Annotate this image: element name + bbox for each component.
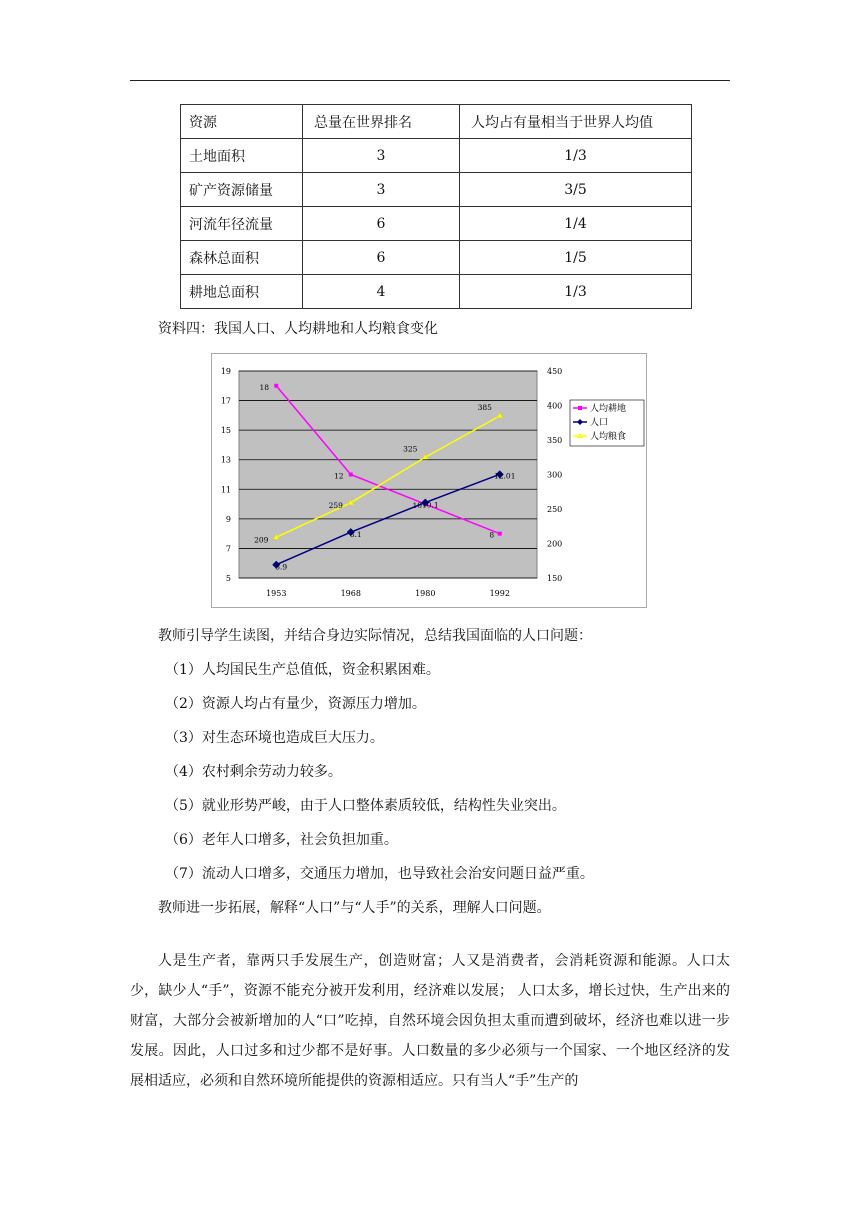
data-label: 12.01 bbox=[494, 471, 516, 481]
table-cell: 3/5 bbox=[460, 173, 692, 207]
y-right-tick-label: 150 bbox=[547, 574, 563, 583]
body-paragraph bbox=[130, 946, 730, 1096]
y-right-tick-label: 450 bbox=[547, 367, 563, 376]
data-label: 8 bbox=[489, 530, 495, 540]
table-cell: 1/4 bbox=[460, 207, 692, 241]
table-cell: 河流年径流量 bbox=[181, 207, 303, 241]
header-cell: 总量在世界排名 bbox=[303, 105, 460, 139]
problem-item: （5）就业形势严峻，由于人口整体素质较低，结构性失业突出。 bbox=[165, 798, 566, 814]
y-left-tick-label: 7 bbox=[225, 544, 231, 554]
table-cell: 矿产资源储量 bbox=[181, 173, 303, 207]
line-chart bbox=[211, 353, 647, 608]
chart-caption: 资料四：我国人口、人均耕地和人均粮食变化 bbox=[158, 321, 438, 337]
legend-label: 人口 bbox=[590, 418, 609, 428]
x-tick-label: 1968 bbox=[340, 589, 361, 598]
intro-text: 教师引导学生读图，并结合身边实际情况，总结我国面临的人口问题： bbox=[158, 628, 592, 644]
legend-label: 人均耕地 bbox=[590, 404, 627, 414]
problem-item: （1）人均国民生产总值低，资金积累困难。 bbox=[165, 662, 440, 678]
y-left-tick-label: 9 bbox=[225, 514, 231, 524]
table-row bbox=[181, 275, 692, 309]
table-cell: 6 bbox=[303, 241, 460, 275]
table-cell: 4 bbox=[303, 275, 460, 309]
table-cell: 6 bbox=[303, 207, 460, 241]
y-left-tick-label: 13 bbox=[220, 455, 231, 465]
y-right-tick-label: 250 bbox=[547, 505, 563, 514]
resource-table bbox=[180, 104, 692, 309]
data-label: 8.1 bbox=[349, 530, 362, 540]
table-cell: 土地面积 bbox=[181, 139, 303, 173]
y-right-tick-label: 300 bbox=[547, 470, 563, 480]
data-label: 325 bbox=[403, 444, 418, 454]
table-cell: 1/3 bbox=[460, 139, 692, 173]
x-tick-label: 1953 bbox=[266, 589, 287, 598]
data-label: 10.1 bbox=[421, 500, 439, 510]
table-cell: 3 bbox=[303, 139, 460, 173]
data-label: 259 bbox=[328, 500, 343, 510]
data-point bbox=[349, 473, 353, 477]
table-header-row bbox=[181, 105, 692, 139]
y-left-tick-label: 19 bbox=[220, 367, 231, 376]
problem-item: （6）老年人口增多，社会负担加重。 bbox=[165, 832, 398, 848]
problem-item: （3）对生态环境也造成巨大压力。 bbox=[165, 730, 384, 746]
table-row bbox=[181, 241, 692, 275]
header-cell: 人均占有量相当于世界人均值 bbox=[460, 105, 692, 139]
data-label: 12 bbox=[333, 471, 344, 481]
data-point bbox=[274, 384, 278, 388]
table-row bbox=[181, 173, 692, 207]
y-left-tick-label: 11 bbox=[220, 485, 231, 495]
table-row bbox=[181, 139, 692, 173]
legend-marker bbox=[578, 406, 582, 410]
data-label: 209 bbox=[254, 535, 269, 545]
y-right-tick-label: 350 bbox=[547, 436, 563, 445]
table-cell: 1/5 bbox=[460, 241, 692, 275]
data-label: 18 bbox=[259, 382, 270, 392]
table-cell: 3 bbox=[303, 173, 460, 207]
x-tick-label: 1992 bbox=[489, 589, 510, 598]
y-left-tick-label: 5 bbox=[225, 574, 231, 583]
problem-item: （7）流动人口增多，交通压力增加，也导致社会治安问题日益严重。 bbox=[165, 866, 594, 882]
problem-item: （2）资源人均占有量少，资源压力增加。 bbox=[165, 696, 426, 712]
header-cell: 资源 bbox=[181, 105, 303, 139]
data-label: 10 bbox=[412, 501, 423, 511]
plot-area bbox=[239, 371, 537, 578]
chart-svg bbox=[212, 354, 646, 607]
paragraph-text: 人是生产者，靠两只手发展生产，创造财富；人又是消费者，会消耗资源和能源。人口太少，缺少人“手”，资源不能充分被开发利用，经济难以发展； 人口太多，增长过快，生产出来的财富，大部分会被新增加的人“口”吃掉，自然环境会因负担太重而遭到破坏，经济也难以进一步发展。因此，人口过多和过少都不是好事。人口数量的多少必须与一个国家、一个地区经济的发展相适应，必须和自然环境所能提供的资源相适应。只有当人“手”生产的 bbox=[130, 953, 730, 1089]
x-tick-label: 1980 bbox=[415, 589, 436, 598]
y-right-tick-label: 400 bbox=[547, 401, 563, 411]
table-row bbox=[181, 207, 692, 241]
y-right-tick-label: 200 bbox=[547, 539, 563, 549]
legend-label: 人均粮食 bbox=[590, 432, 627, 442]
data-point bbox=[498, 532, 502, 536]
table-cell: 森林总面积 bbox=[181, 241, 303, 275]
table-cell: 耕地总面积 bbox=[181, 275, 303, 309]
table-cell: 1/3 bbox=[460, 275, 692, 309]
header-rule bbox=[130, 80, 730, 81]
y-left-tick-label: 17 bbox=[220, 396, 231, 406]
data-label: 5.9 bbox=[275, 562, 288, 572]
y-left-tick-label: 15 bbox=[220, 426, 231, 436]
problem-item: （4）农村剩余劳动力较多。 bbox=[165, 764, 342, 780]
data-label: 385 bbox=[477, 402, 492, 412]
extend-text: 教师进一步拓展，解释“人口”与“人手”的关系，理解人口问题。 bbox=[158, 900, 551, 916]
